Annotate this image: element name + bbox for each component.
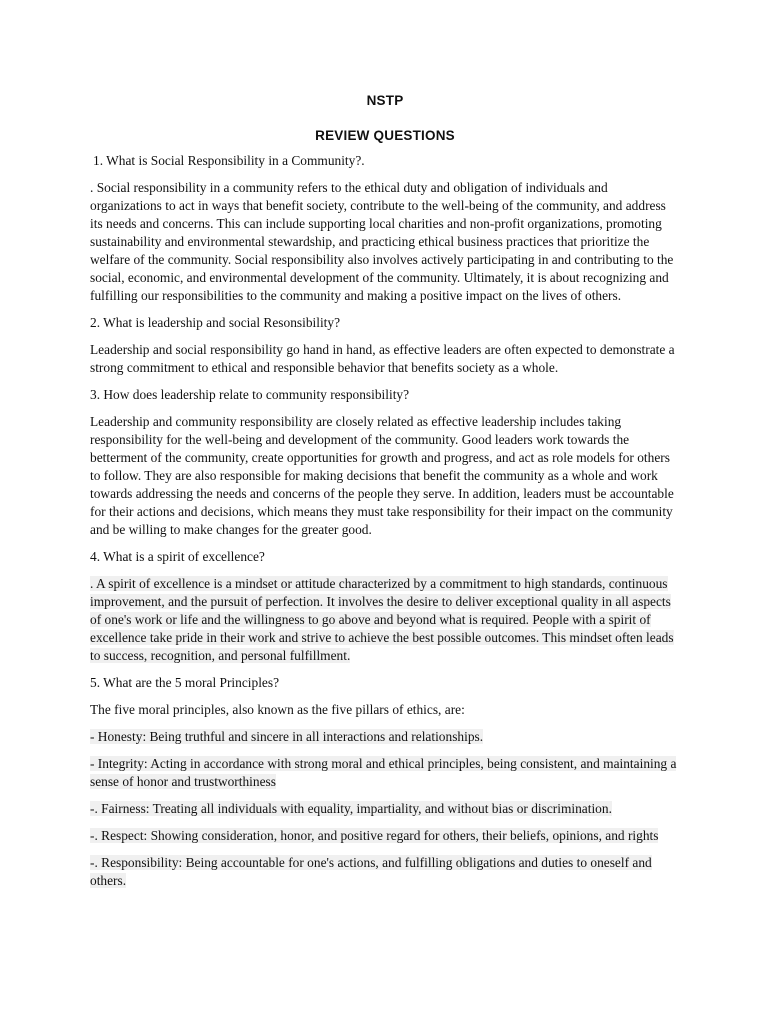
document-title: NSTP — [366, 93, 404, 108]
question-5: 5. What are the 5 moral Principles? — [90, 675, 280, 690]
principle-honesty — [90, 728, 680, 746]
answer-1: . Social responsibility in a community refers to the ethical duty and obligation of individuals and organizations to act in ways that benefit society, contribute to the well-being of the community, and address its needs and concerns. This can include supporting local charities and non-profit organizations, promoting sustainability and environmental stewardship, and practicing ethical business practices that prioritize the welfare of the community. Social responsibility also involves actively participating in and contributing to the social, economic, and environmental development of the community. Ultimately, it is about recognizing and fulfilling our responsibilities to the community and making a positive impact on the lives of others. — [90, 180, 674, 303]
principle-responsibility — [90, 854, 680, 890]
question-3: 3. How does leadership relate to community responsibility? — [90, 387, 410, 402]
answer-4 — [90, 575, 680, 665]
question-2: 2. What is leadership and social Resonsibility? — [90, 315, 341, 330]
principle-fairness-text: -. Fairness: Treating all individuals with equality, impartiality, and without bias or discrimination. — [90, 801, 612, 816]
principle-fairness — [90, 800, 680, 818]
principle-integrity — [90, 755, 680, 791]
question-4: 4. What is a spirit of excellence? — [90, 549, 265, 564]
answer-4-text: . A spirit of excellence is a mindset or attitude characterized by a commitment to high standards, continuous improvement, and the pursuit of perfection. It involves the desire to deliver exceptional quality in all aspects of one's work or life and the willingness to go above and beyond what is required. People with a spirit of excellence take pride in their work and strive to achieve the best possible outcomes. This mindset often leads to success, recognition, and personal fulfillment. — [90, 576, 674, 663]
principle-honesty-text: - Honesty: Being truthful and sincere in all interactions and relationships. — [90, 729, 484, 744]
principle-responsibility-text: -. Responsibility: Being accountable for one's actions, and fulfilling obligations and duties to oneself and others. — [90, 855, 652, 888]
answer-2: Leadership and social responsibility go hand in hand, as effective leaders are often expected to demonstrate a strong commitment to ethical and responsible behavior that benefits society as a whole. — [90, 342, 675, 375]
answer-5: The five moral principles, also known as the five pillars of ethics, are: — [90, 702, 465, 717]
principle-integrity-text: - Integrity: Acting in accordance with strong moral and ethical principles, being consistent, and maintaining a sense of honor and trustworthiness — [90, 756, 677, 789]
question-1: 1. What is Social Responsibility in a Community?. — [93, 153, 365, 168]
principle-respect-text: -. Respect: Showing consideration, honor, and positive regard for others, their beliefs, opinions, and rights — [90, 828, 659, 843]
principle-respect — [90, 827, 680, 845]
document-subtitle: REVIEW QUESTIONS — [315, 128, 455, 143]
answer-3: Leadership and community responsibility are closely related as effective leadership includes taking responsibility for the well-being and development of the community. Good leaders work towards the betterment of the community, create opportunities for growth and progress, and act as role models for others to follow. They are also responsible for making decisions that benefit the community as a whole and work towards addressing the needs and concerns of the people they serve. In addition, leaders must be accountable for their actions and decisions, which means they must take responsibility for their impact on the community and be willing to make changes for the greater good. — [90, 414, 674, 537]
document-content — [90, 92, 680, 899]
